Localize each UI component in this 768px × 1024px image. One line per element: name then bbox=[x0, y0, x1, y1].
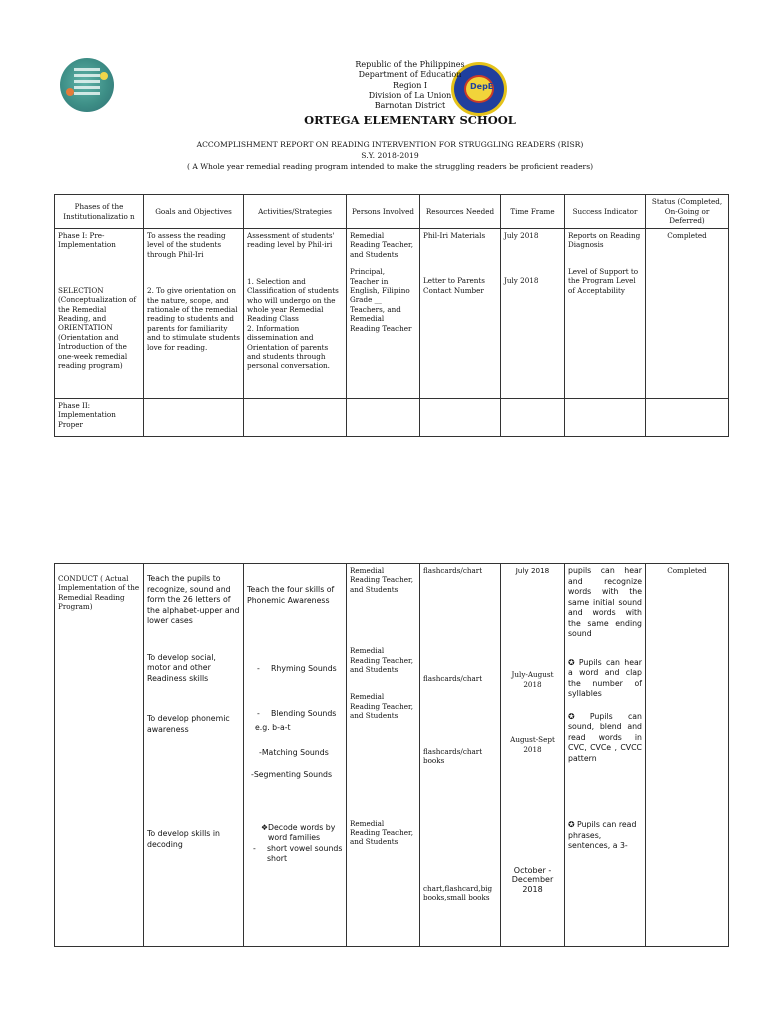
header-line-division: Division of La Union bbox=[368, 91, 452, 100]
persons-conduct-1: Remedial Reading Teacher, and Students bbox=[350, 566, 413, 594]
status-cell bbox=[646, 564, 729, 947]
col-header-success-indicator: Success Indicator bbox=[565, 195, 646, 229]
activity-rhyming-label: Rhyming Sounds bbox=[271, 664, 337, 673]
goal-decoding: To develop skills in decoding bbox=[147, 829, 220, 849]
indicator-row2: Level of Support to the Program Level of Acceptability bbox=[568, 266, 639, 295]
time-cell bbox=[501, 229, 565, 399]
activity-short-vowel bbox=[247, 844, 343, 865]
activity-rhyming bbox=[247, 664, 343, 675]
persons-conduct-3: Remedial Reading Teacher, and Students bbox=[350, 692, 413, 721]
activity-selection: 1. Selection and Classification of students who will undergo on the whole year Remedial Reading Class bbox=[247, 276, 339, 324]
report-table-1 bbox=[54, 194, 729, 437]
dash-bullet: - bbox=[257, 708, 260, 718]
col-header-resources: Resources Needed bbox=[420, 195, 501, 229]
goal-orientation: 2. To give orientation on the nature, scope, and rationale of the remedial reading to students and parents for familiarity and to stimulate students love for reading. bbox=[147, 286, 240, 352]
phase-cell bbox=[55, 229, 144, 399]
time-conduct-2: July-August 2018 bbox=[511, 670, 554, 689]
status-row1: Completed bbox=[667, 231, 707, 240]
report-table-2 bbox=[54, 563, 729, 947]
resources-conduct-4: chart,flashcard,big books,small books bbox=[423, 883, 493, 903]
dash-bullet: - bbox=[253, 843, 256, 853]
activity-segmenting: -Segmenting Sounds bbox=[251, 770, 333, 779]
report-title: ACCOMPLISHMENT REPORT ON READING INTERVENTION FOR STRUGGLING READERS (RISR) bbox=[196, 140, 584, 149]
resources-row1: Phil-Iri Materials bbox=[423, 231, 486, 240]
indicator-conduct-1: pupils can hear and recognize words with the same initial sound and words with the same ending sound bbox=[568, 566, 642, 638]
col-header-phases: Phases of the Institutionalizatio n bbox=[55, 195, 144, 229]
diamond-bullet-icon: ❖ bbox=[261, 822, 268, 832]
table-header-row bbox=[55, 195, 729, 229]
division-logo bbox=[60, 58, 114, 112]
resources-row2: Letter to Parents Contact Number bbox=[423, 276, 485, 295]
col-header-goals: Goals and Objectives bbox=[144, 195, 244, 229]
time-conduct-3: August-Sept 2018 bbox=[510, 735, 555, 754]
phase-pre-implementation: Phase I: Pre-Implementation bbox=[58, 231, 116, 250]
persons-row2: Principal, Teacher in English, Filipino Grade __ Teachers, and Remedial Reading Teacher bbox=[350, 267, 412, 333]
persons-conduct-4: Remedial Reading Teacher, and Students bbox=[350, 818, 413, 847]
indicator-conduct-4 bbox=[568, 820, 642, 852]
persons-row1: Remedial Reading Teacher, and Students bbox=[350, 231, 413, 259]
persons-cell bbox=[347, 229, 420, 399]
school-seal-logo: DepED bbox=[451, 62, 507, 116]
goal-assess: To assess the reading level of the students through Phil-Iri bbox=[147, 231, 226, 259]
header-line-region: Region I bbox=[392, 81, 428, 90]
school-year: S.Y. 2018-2019 bbox=[361, 151, 419, 160]
table-row bbox=[55, 399, 729, 437]
activity-example: e.g. b-a-t bbox=[255, 723, 291, 732]
resources-cell bbox=[420, 564, 501, 947]
col-header-persons: Persons Involved bbox=[347, 195, 420, 229]
goal-cell bbox=[144, 564, 244, 947]
time-row2: July 2018 bbox=[504, 276, 539, 286]
time-conduct-1: July 2018 bbox=[515, 566, 550, 575]
col-header-status: Status (Completed, On-Going or Deferred) bbox=[646, 195, 729, 229]
status-conduct-1: Completed bbox=[667, 566, 707, 575]
time-conduct-4: October -December 2018 bbox=[511, 866, 554, 894]
header-line-department: Department of Education bbox=[358, 70, 462, 79]
table-row bbox=[55, 564, 729, 947]
conduct-phase-cell bbox=[55, 564, 144, 947]
resources-cell bbox=[420, 229, 501, 399]
indicator-cell bbox=[565, 564, 646, 947]
phase-conduct: CONDUCT ( Actual Implementation of the Remedial Reading Program) bbox=[58, 574, 140, 612]
indicator-row1: Reports on Reading Diagnosis bbox=[568, 231, 641, 250]
star-bullet-icon: ✪ bbox=[568, 711, 575, 721]
star-bullet-icon: ✪ bbox=[568, 657, 575, 667]
activity-cell bbox=[244, 229, 347, 399]
indicator-conduct-3-text: Pupils can sound, blend and read words in CVC, CVCe , CVCC pattern bbox=[568, 711, 642, 763]
indicator-conduct-2 bbox=[568, 658, 642, 700]
activity-cell bbox=[244, 564, 347, 947]
status-cell bbox=[646, 229, 729, 399]
activity-assessment: Assessment of students' reading level by Phil-iri bbox=[247, 231, 335, 250]
activity-short-vowel-label: short vowel sounds short bbox=[266, 843, 343, 863]
activity-blending-label: Blending Sounds bbox=[271, 708, 337, 718]
header-line-district: Barnotan District bbox=[374, 101, 446, 110]
phase-implementation-proper: Phase II: Implementation Proper bbox=[55, 399, 144, 437]
resources-conduct-2: flashcards/chart bbox=[423, 674, 483, 684]
activity-blending bbox=[247, 709, 343, 720]
goal-cell bbox=[144, 229, 244, 399]
star-bullet-icon: ✪ bbox=[568, 820, 575, 829]
resources-conduct-1: flashcards/chart bbox=[423, 566, 483, 575]
goal-phonemic: To develop phonemic awareness bbox=[147, 714, 230, 734]
resources-conduct-3: flashcards/chart books bbox=[423, 746, 483, 766]
activity-matching: -Matching Sounds bbox=[259, 747, 329, 757]
indicator-cell bbox=[565, 229, 646, 399]
activity-information: 2. Information dissemination and Orientation of parents and students through personal conversation. bbox=[247, 323, 330, 371]
activity-decode bbox=[247, 823, 343, 844]
table-row bbox=[55, 229, 729, 399]
time-row1: July 2018 bbox=[504, 231, 539, 240]
goal-readiness: To develop social, motor and other Readiness skills bbox=[147, 652, 216, 683]
indicator-conduct-3 bbox=[568, 712, 642, 765]
activity-decode-label: Decode words by word families bbox=[268, 822, 336, 842]
dash-bullet: - bbox=[257, 664, 260, 673]
indicator-conduct-4-text: Pupils can read phrases, sentences, a 3- bbox=[568, 820, 637, 850]
persons-conduct-2: Remedial Reading Teacher, and Students bbox=[350, 646, 413, 675]
activity-phonemic: Teach the four skills of Phonemic Awareness bbox=[247, 585, 335, 605]
col-header-activities: Activities/Strategies bbox=[244, 195, 347, 229]
school-name: ORTEGA ELEMENTARY SCHOOL bbox=[304, 113, 516, 127]
col-header-time-frame: Time Frame bbox=[501, 195, 565, 229]
phase-selection: SELECTION (Conceptualization of the Remedial Reading, and ORIENTATION (Orientation and Introduction of the one-week remedial reading program) bbox=[58, 285, 137, 371]
goal-letters: Teach the pupils to recognize, sound and form the 26 letters of the alphabet-upper and lower cases bbox=[147, 574, 240, 625]
report-subtitle: ( A Whole year remedial reading program intended to make the struggling readers be proficient readers) bbox=[186, 162, 594, 171]
header-line-republic: Republic of the Philippines bbox=[355, 60, 465, 69]
persons-cell bbox=[347, 564, 420, 947]
time-cell bbox=[501, 564, 565, 947]
indicator-conduct-2-text: Pupils can hear a word and clap the number of syllables bbox=[568, 657, 642, 698]
